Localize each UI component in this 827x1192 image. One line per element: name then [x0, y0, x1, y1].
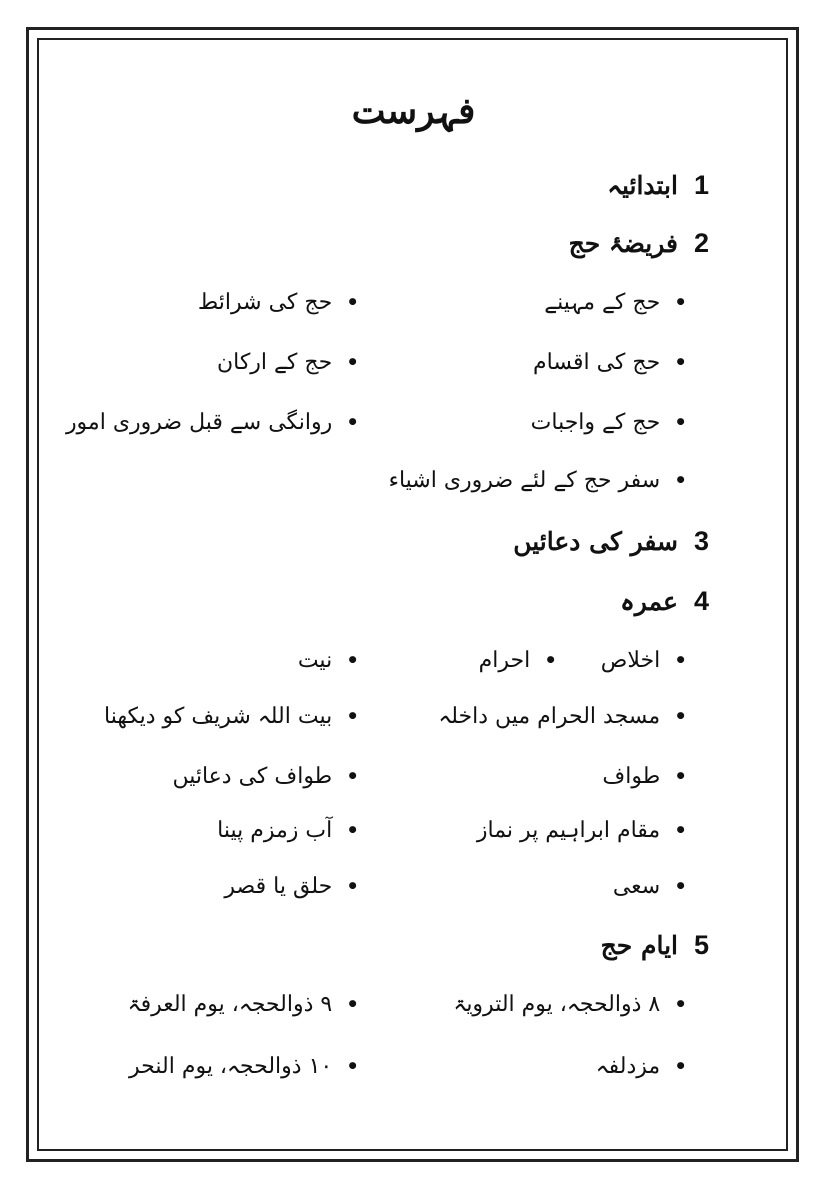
toc-item[interactable]: •سعی [612, 874, 687, 899]
toc-item[interactable]: •مسجد الحرام میں داخلہ [438, 704, 687, 729]
toc-item[interactable]: •حلق یا قصر [224, 874, 359, 899]
section-label: عمرہ [620, 587, 678, 616]
section-label: سفر کی دعائیں [513, 527, 678, 556]
toc-item[interactable]: •حج کے واجبات [530, 410, 687, 435]
section-number: 4 [693, 586, 709, 616]
section-label: ابتدائیہ [607, 171, 678, 200]
toc-item[interactable]: •نیت [297, 648, 359, 673]
toc-item[interactable]: •طواف کی دعائیں [172, 764, 359, 789]
toc-item[interactable]: •طواف [602, 764, 687, 789]
toc-item[interactable]: •حج کی شرائط [197, 290, 359, 315]
toc-item[interactable]: •حج کے مہینے [544, 290, 687, 315]
section-number: 3 [693, 526, 709, 556]
toc-item[interactable]: •احرام [478, 648, 557, 673]
toc-item[interactable]: •حج کی اقسام [533, 350, 687, 375]
toc-item[interactable]: •۸ ذوالحجہ، یوم الترویۃ [453, 992, 687, 1017]
toc-item[interactable]: •بیت اللہ شریف کو دیکھنا [104, 704, 359, 729]
section-label: فریضۂ حج [568, 229, 678, 258]
toc-item[interactable]: •۱۰ ذوالحجہ، یوم النحر [129, 1054, 359, 1079]
toc-item[interactable]: •سفر حج کے لئے ضروری اشیاء [388, 468, 687, 493]
section-number: 2 [693, 228, 709, 258]
section-1-heading[interactable] [607, 170, 709, 201]
toc-item[interactable]: •۹ ذوالحجہ، یوم العرفۃ [127, 992, 359, 1017]
section-4-heading[interactable] [620, 586, 709, 617]
toc-item[interactable]: •آب زمزم پینا [217, 818, 359, 843]
toc-item[interactable]: •اخلاص [600, 648, 687, 673]
toc-item[interactable]: •مزدلفہ [595, 1054, 687, 1079]
toc-item[interactable]: •روانگی سے قبل ضروری امور [65, 410, 359, 435]
section-5-heading[interactable] [601, 930, 709, 961]
page-title: فہرست [351, 90, 476, 132]
section-number: 5 [693, 930, 709, 960]
section-label: ایام حج [600, 931, 678, 960]
section-3-heading[interactable] [513, 526, 709, 557]
toc-item[interactable]: •حج کے ارکان [216, 350, 359, 375]
toc-item[interactable]: •مقام ابراہیم پر نماز [476, 818, 687, 843]
section-number: 1 [693, 170, 709, 200]
section-2-heading[interactable] [569, 228, 709, 259]
